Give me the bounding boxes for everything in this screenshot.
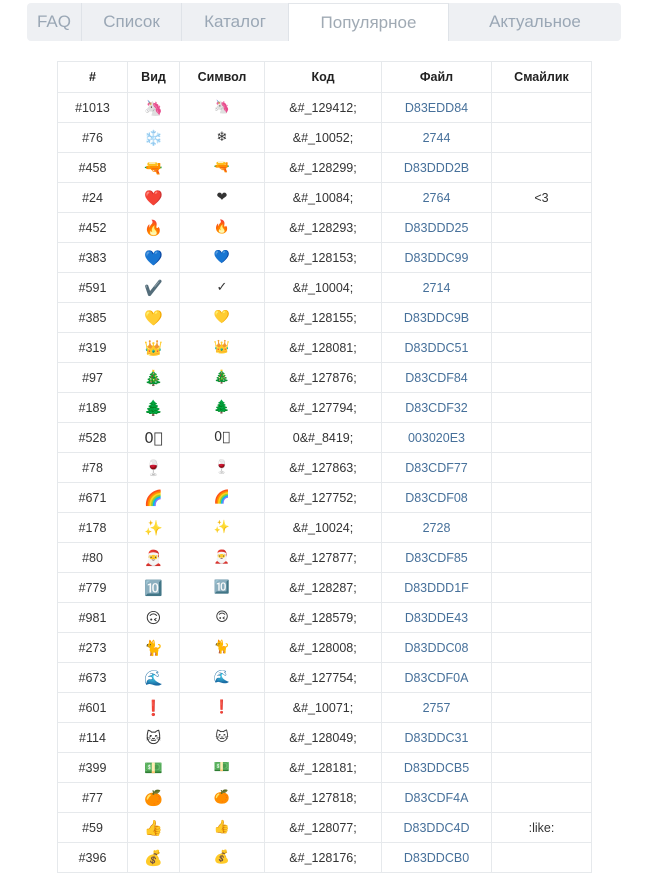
emoji-code: &#_10004; bbox=[265, 273, 382, 303]
emoji-symbol: 💵 bbox=[180, 753, 265, 783]
emoji-smiley bbox=[492, 423, 592, 453]
table-row[interactable] bbox=[58, 723, 592, 753]
emoji-symbol: 💛 bbox=[180, 303, 265, 333]
emoji-smiley bbox=[492, 843, 592, 873]
emoji-view: 👍 bbox=[128, 813, 180, 843]
emoji-smiley bbox=[492, 243, 592, 273]
table-row[interactable] bbox=[58, 93, 592, 123]
header-file: Файл bbox=[382, 62, 492, 93]
table-row[interactable] bbox=[58, 573, 592, 603]
row-number: #1013 bbox=[58, 93, 128, 123]
emoji-code: &#_129412; bbox=[265, 93, 382, 123]
table-row[interactable] bbox=[58, 783, 592, 813]
emoji-file-link[interactable]: D83DDD2B bbox=[382, 153, 492, 183]
emoji-smiley bbox=[492, 123, 592, 153]
emoji-smiley: :like: bbox=[492, 813, 592, 843]
row-number: #671 bbox=[58, 483, 128, 513]
emoji-view: 🌈 bbox=[128, 483, 180, 513]
tab-catalog[interactable]: Каталог bbox=[182, 3, 289, 41]
emoji-view: 🐱 bbox=[128, 723, 180, 753]
emoji-file-link[interactable]: D83CDF4A bbox=[382, 783, 492, 813]
table-row[interactable] bbox=[58, 603, 592, 633]
tab-bar bbox=[27, 3, 621, 41]
emoji-symbol: 💙 bbox=[180, 243, 265, 273]
emoji-symbol: 🐈 bbox=[180, 633, 265, 663]
emoji-symbol: 👍 bbox=[180, 813, 265, 843]
emoji-symbol: 🎄 bbox=[180, 363, 265, 393]
tab-faq[interactable]: FAQ bbox=[27, 3, 82, 41]
table-row[interactable] bbox=[58, 753, 592, 783]
table-row[interactable] bbox=[58, 273, 592, 303]
emoji-smiley bbox=[492, 333, 592, 363]
emoji-symbol: ❤ bbox=[180, 183, 265, 213]
table-row[interactable] bbox=[58, 843, 592, 873]
emoji-file-link[interactable]: D83CDF84 bbox=[382, 363, 492, 393]
emoji-code: &#_10084; bbox=[265, 183, 382, 213]
emoji-smiley bbox=[492, 453, 592, 483]
emoji-smiley bbox=[492, 303, 592, 333]
table-row[interactable] bbox=[58, 663, 592, 693]
emoji-view: 🔫 bbox=[128, 153, 180, 183]
emoji-code: &#_127818; bbox=[265, 783, 382, 813]
emoji-code: &#_128077; bbox=[265, 813, 382, 843]
row-number: #319 bbox=[58, 333, 128, 363]
row-number: #383 bbox=[58, 243, 128, 273]
emoji-smiley bbox=[492, 513, 592, 543]
row-number: #77 bbox=[58, 783, 128, 813]
emoji-file-link[interactable]: D83CDF32 bbox=[382, 393, 492, 423]
emoji-code: &#_128008; bbox=[265, 633, 382, 663]
emoji-smiley bbox=[492, 663, 592, 693]
row-number: #97 bbox=[58, 363, 128, 393]
emoji-code: &#_10024; bbox=[265, 513, 382, 543]
table-row[interactable] bbox=[58, 423, 592, 453]
emoji-smiley bbox=[492, 723, 592, 753]
row-number: #779 bbox=[58, 573, 128, 603]
emoji-smiley bbox=[492, 753, 592, 783]
emoji-smiley bbox=[492, 93, 592, 123]
emoji-view: ❤️ bbox=[128, 183, 180, 213]
emoji-symbol: 💰 bbox=[180, 843, 265, 873]
emoji-file-link[interactable]: D83DDC9B bbox=[382, 303, 492, 333]
emoji-view: 🍷 bbox=[128, 453, 180, 483]
emoji-code: &#_127863; bbox=[265, 453, 382, 483]
table-row[interactable] bbox=[58, 513, 592, 543]
emoji-code: &#_128287; bbox=[265, 573, 382, 603]
emoji-symbol: 🍷 bbox=[180, 453, 265, 483]
row-number: #59 bbox=[58, 813, 128, 843]
header-view: Вид bbox=[128, 62, 180, 93]
emoji-symbol: 0⃣ bbox=[180, 423, 265, 453]
emoji-smiley bbox=[492, 393, 592, 423]
emoji-code: 0&#_8419; bbox=[265, 423, 382, 453]
table-row[interactable] bbox=[58, 213, 592, 243]
table-row[interactable] bbox=[58, 123, 592, 153]
row-number: #385 bbox=[58, 303, 128, 333]
emoji-file-link[interactable]: D83DDC51 bbox=[382, 333, 492, 363]
emoji-symbol: 🌈 bbox=[180, 483, 265, 513]
table-row[interactable] bbox=[58, 333, 592, 363]
emoji-view: 💰 bbox=[128, 843, 180, 873]
row-number: #601 bbox=[58, 693, 128, 723]
emoji-view: ✨ bbox=[128, 513, 180, 543]
emoji-smiley bbox=[492, 483, 592, 513]
emoji-smiley bbox=[492, 543, 592, 573]
emoji-smiley bbox=[492, 273, 592, 303]
emoji-code: &#_128081; bbox=[265, 333, 382, 363]
row-number: #80 bbox=[58, 543, 128, 573]
emoji-view: 👑 bbox=[128, 333, 180, 363]
table-row[interactable] bbox=[58, 453, 592, 483]
emoji-view: 💛 bbox=[128, 303, 180, 333]
emoji-file-link[interactable]: 2744 bbox=[382, 123, 492, 153]
row-number: #673 bbox=[58, 663, 128, 693]
emoji-code: &#_128153; bbox=[265, 243, 382, 273]
table-row[interactable] bbox=[58, 183, 592, 213]
emoji-symbol: ❗ bbox=[180, 693, 265, 723]
emoji-symbol: 🌊 bbox=[180, 663, 265, 693]
emoji-file-link[interactable]: D83DDC4D bbox=[382, 813, 492, 843]
emoji-file-link[interactable]: D83CDF0A bbox=[382, 663, 492, 693]
tab-list[interactable]: Список bbox=[82, 3, 182, 41]
row-number: #458 bbox=[58, 153, 128, 183]
header-symbol: Символ bbox=[180, 62, 265, 93]
emoji-smiley bbox=[492, 573, 592, 603]
emoji-table bbox=[57, 61, 592, 873]
emoji-smiley bbox=[492, 213, 592, 243]
emoji-symbol: 🎅 bbox=[180, 543, 265, 573]
emoji-file-link[interactable]: D83DDD25 bbox=[382, 213, 492, 243]
emoji-file-link[interactable]: D83DDCB5 bbox=[382, 753, 492, 783]
emoji-file-link[interactable]: D83CDF77 bbox=[382, 453, 492, 483]
emoji-code: &#_127876; bbox=[265, 363, 382, 393]
row-number: #591 bbox=[58, 273, 128, 303]
row-number: #528 bbox=[58, 423, 128, 453]
emoji-file-link[interactable]: D83DDD1F bbox=[382, 573, 492, 603]
table-row[interactable] bbox=[58, 393, 592, 423]
emoji-file-link[interactable]: D83CDF08 bbox=[382, 483, 492, 513]
header-num: # bbox=[58, 62, 128, 93]
emoji-view: 🌲 bbox=[128, 393, 180, 423]
emoji-symbol: 👑 bbox=[180, 333, 265, 363]
emoji-code: &#_127877; bbox=[265, 543, 382, 573]
emoji-symbol: 🐱 bbox=[180, 723, 265, 753]
row-number: #452 bbox=[58, 213, 128, 243]
emoji-file-link[interactable]: D83EDD84 bbox=[382, 93, 492, 123]
emoji-view: 🎄 bbox=[128, 363, 180, 393]
emoji-smiley bbox=[492, 783, 592, 813]
emoji-symbol: 🔟 bbox=[180, 573, 265, 603]
emoji-smiley bbox=[492, 363, 592, 393]
emoji-view: 🔟 bbox=[128, 573, 180, 603]
emoji-symbol: 🌲 bbox=[180, 393, 265, 423]
emoji-file-link[interactable]: D83DDC99 bbox=[382, 243, 492, 273]
emoji-symbol: 🔥 bbox=[180, 213, 265, 243]
row-number: #76 bbox=[58, 123, 128, 153]
emoji-symbol: ✨ bbox=[180, 513, 265, 543]
emoji-smiley bbox=[492, 633, 592, 663]
emoji-view: 🔥 bbox=[128, 213, 180, 243]
emoji-file-link[interactable]: 2714 bbox=[382, 273, 492, 303]
table-body bbox=[58, 93, 592, 873]
emoji-view: 💵 bbox=[128, 753, 180, 783]
emoji-symbol: ✓ bbox=[180, 273, 265, 303]
emoji-file-link[interactable]: 003020E3 bbox=[382, 423, 492, 453]
header-smiley: Смайлик bbox=[492, 62, 592, 93]
tab-actual[interactable]: Актуальное bbox=[489, 12, 581, 31]
row-number: #399 bbox=[58, 753, 128, 783]
emoji-view: 🌊 bbox=[128, 663, 180, 693]
emoji-smiley: <3 bbox=[492, 183, 592, 213]
emoji-code: &#_128579; bbox=[265, 603, 382, 633]
emoji-view: ❗ bbox=[128, 693, 180, 723]
row-number: #396 bbox=[58, 843, 128, 873]
emoji-view: 🐈 bbox=[128, 633, 180, 663]
emoji-view: 0⃣ bbox=[128, 423, 180, 453]
table-row[interactable] bbox=[58, 633, 592, 663]
emoji-view: 🎅 bbox=[128, 543, 180, 573]
emoji-file-link[interactable]: D83DDE43 bbox=[382, 603, 492, 633]
table-row[interactable] bbox=[58, 693, 592, 723]
row-number: #78 bbox=[58, 453, 128, 483]
emoji-file-link[interactable]: D83CDF85 bbox=[382, 543, 492, 573]
emoji-code: &#_128155; bbox=[265, 303, 382, 333]
emoji-file-link[interactable]: 2728 bbox=[382, 513, 492, 543]
emoji-file-link[interactable]: 2757 bbox=[382, 693, 492, 723]
emoji-file-link[interactable]: D83DDC08 bbox=[382, 633, 492, 663]
emoji-symbol: 🔫 bbox=[180, 153, 265, 183]
emoji-symbol: 🍊 bbox=[180, 783, 265, 813]
emoji-code: &#_128181; bbox=[265, 753, 382, 783]
emoji-code: &#_128176; bbox=[265, 843, 382, 873]
emoji-file-link[interactable]: D83DDC31 bbox=[382, 723, 492, 753]
emoji-smiley bbox=[492, 603, 592, 633]
emoji-smiley bbox=[492, 693, 592, 723]
emoji-view: ❄️ bbox=[128, 123, 180, 153]
emoji-symbol: 🙃 bbox=[180, 603, 265, 633]
row-number: #189 bbox=[58, 393, 128, 423]
emoji-code: &#_128293; bbox=[265, 213, 382, 243]
table-row[interactable] bbox=[58, 303, 592, 333]
table-header-row bbox=[58, 62, 592, 93]
emoji-code: &#_127794; bbox=[265, 393, 382, 423]
emoji-symbol: 🦄 bbox=[180, 93, 265, 123]
emoji-code: &#_10071; bbox=[265, 693, 382, 723]
row-number: #273 bbox=[58, 633, 128, 663]
emoji-view: ✔️ bbox=[128, 273, 180, 303]
emoji-code: &#_127752; bbox=[265, 483, 382, 513]
row-number: #178 bbox=[58, 513, 128, 543]
emoji-file-link[interactable]: D83DDCB0 bbox=[382, 843, 492, 873]
emoji-file-link[interactable]: 2764 bbox=[382, 183, 492, 213]
row-number: #981 bbox=[58, 603, 128, 633]
table-row[interactable] bbox=[58, 153, 592, 183]
header-code: Код bbox=[265, 62, 382, 93]
emoji-code: &#_127754; bbox=[265, 663, 382, 693]
table-row[interactable] bbox=[58, 483, 592, 513]
tab-popular[interactable]: Популярное bbox=[289, 3, 449, 41]
table-row[interactable] bbox=[58, 813, 592, 843]
emoji-view: 💙 bbox=[128, 243, 180, 273]
row-number: #114 bbox=[58, 723, 128, 753]
table-row[interactable] bbox=[58, 363, 592, 393]
table-row[interactable] bbox=[58, 543, 592, 573]
emoji-code: &#_128049; bbox=[265, 723, 382, 753]
emoji-smiley bbox=[492, 153, 592, 183]
emoji-view: 🦄 bbox=[128, 93, 180, 123]
emoji-code: &#_10052; bbox=[265, 123, 382, 153]
emoji-code: &#_128299; bbox=[265, 153, 382, 183]
emoji-view: 🙃 bbox=[128, 603, 180, 633]
row-number: #24 bbox=[58, 183, 128, 213]
table-row[interactable] bbox=[58, 243, 592, 273]
emoji-view: 🍊 bbox=[128, 783, 180, 813]
emoji-symbol: ❄ bbox=[180, 123, 265, 153]
